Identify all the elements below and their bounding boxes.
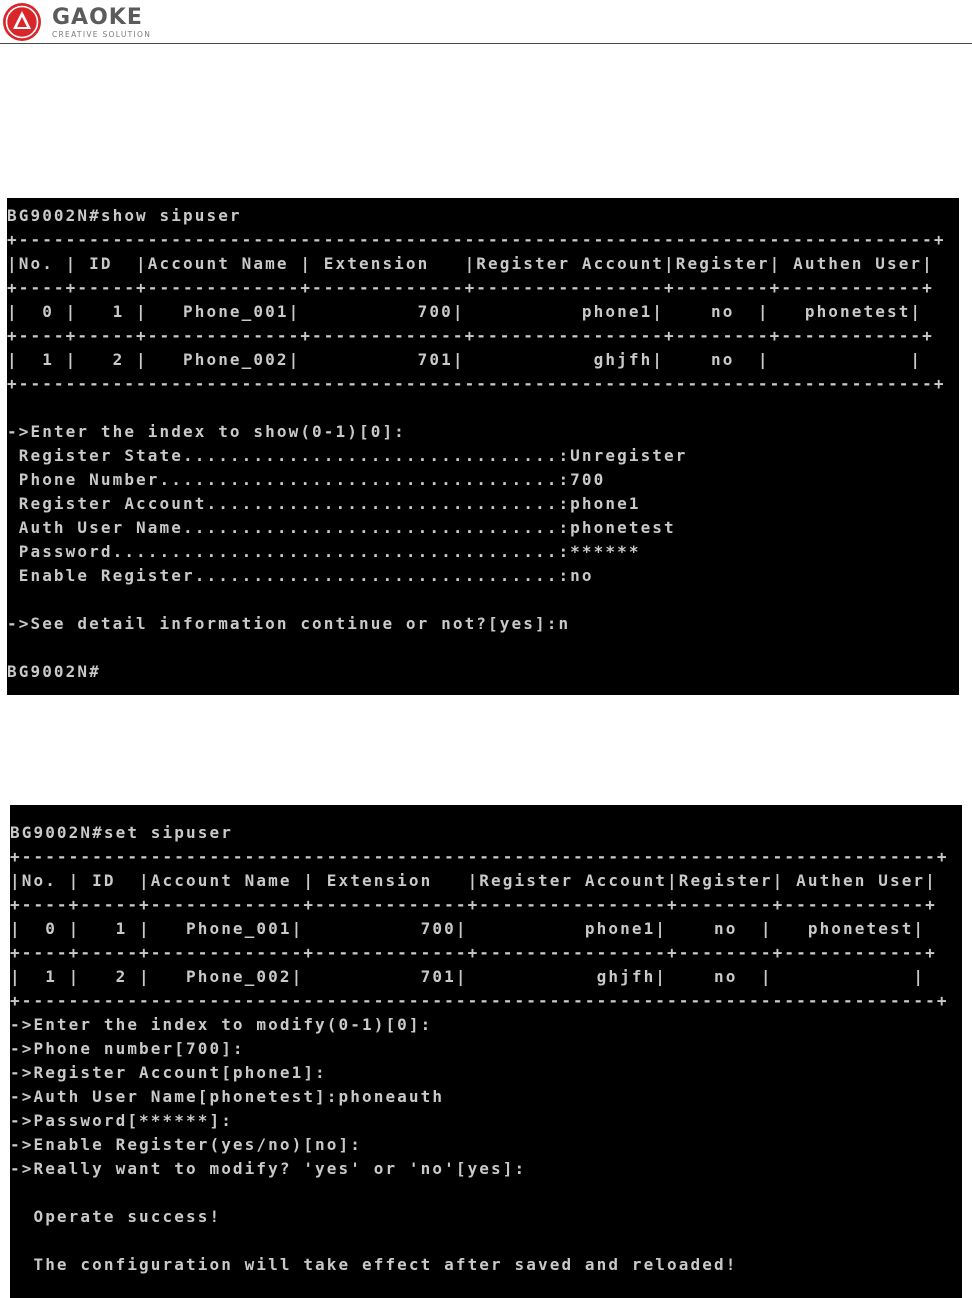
terminal-line: ->Auth User Name[phonetest]:phoneauth bbox=[10, 1087, 445, 1106]
table-row: | 0 | 1 | Phone_001| 700| phone1| no | phonetest| bbox=[7, 302, 923, 321]
terminal-line: ->Register Account[phone1]: bbox=[10, 1063, 327, 1082]
terminal-line: Auth User Name................................:phonetest bbox=[7, 518, 676, 537]
table-row: | 1 | 2 | Phone_002| 701| ghjfh| no | | bbox=[7, 350, 923, 369]
terminal-line: Enable Register...............................:no bbox=[7, 566, 594, 585]
table-border: +------------------------------------------------------------------------------+ bbox=[10, 847, 949, 866]
terminal-line: ->See detail information continue or not?[yes]:n bbox=[7, 614, 571, 633]
terminal-line: BG9002N#show sipuser bbox=[7, 206, 242, 225]
terminal-line: ->Enable Register(yes/no)[no]: bbox=[10, 1135, 362, 1154]
table-row: | 0 | 1 | Phone_001| 700| phone1| no | phonetest| bbox=[10, 919, 926, 938]
table-border: +------------------------------------------------------------------------------+ bbox=[7, 374, 946, 393]
brand-name: GAOKE bbox=[52, 5, 143, 30]
table-border: +----+-----+-------------+-------------+----------------+--------+------------+ bbox=[10, 943, 937, 962]
table-border: +----+-----+-------------+-------------+----------------+--------+------------+ bbox=[10, 895, 937, 914]
brand-tagline: CREATIVE SOLUTION bbox=[52, 30, 152, 39]
gaoke-logo-icon bbox=[2, 2, 42, 42]
table-border: +------------------------------------------------------------------------------+ bbox=[10, 991, 949, 1010]
success-message: Operate success! bbox=[10, 1207, 222, 1226]
terminal-set-sipuser bbox=[10, 805, 962, 1298]
table-border: +----+-----+-------------+-------------+----------------+--------+------------+ bbox=[7, 326, 934, 345]
terminal-line: ->Really want to modify? 'yes' or 'no'[yes]: bbox=[10, 1159, 527, 1178]
terminal-show-sipuser bbox=[7, 198, 959, 695]
terminal-line: Phone Number..................................:700 bbox=[7, 470, 606, 489]
table-header: |No. | ID |Account Name | Extension |Register Account|Register| Authen User| bbox=[7, 254, 934, 273]
terminal-line: ->Enter the index to show(0-1)[0]: bbox=[7, 422, 406, 441]
terminal-line: ->Enter the index to modify(0-1)[0]: bbox=[10, 1015, 433, 1034]
table-row: | 1 | 2 | Phone_002| 701| ghjfh| no | | bbox=[10, 967, 926, 986]
terminal-line: Register Account..............................:phone1 bbox=[7, 494, 641, 513]
table-header: |No. | ID |Account Name | Extension |Register Account|Register| Authen User| bbox=[10, 871, 937, 890]
terminal-line: ->Phone number[700]: bbox=[10, 1039, 245, 1058]
terminal-line: Register State................................:Unregister bbox=[7, 446, 688, 465]
info-message: The configuration will take effect after saved and reloaded! bbox=[10, 1255, 738, 1274]
page-header bbox=[0, 0, 972, 44]
terminal-line: Password......................................:****** bbox=[7, 542, 641, 561]
terminal-prompt: BG9002N# bbox=[7, 662, 101, 681]
terminal-line: ->Password[******]: bbox=[10, 1111, 233, 1130]
header-divider bbox=[0, 43, 972, 44]
terminal-line: BG9002N#set sipuser bbox=[10, 823, 233, 842]
table-border: +----+-----+-------------+-------------+----------------+--------+------------+ bbox=[7, 278, 934, 297]
table-border: +------------------------------------------------------------------------------+ bbox=[7, 230, 946, 249]
